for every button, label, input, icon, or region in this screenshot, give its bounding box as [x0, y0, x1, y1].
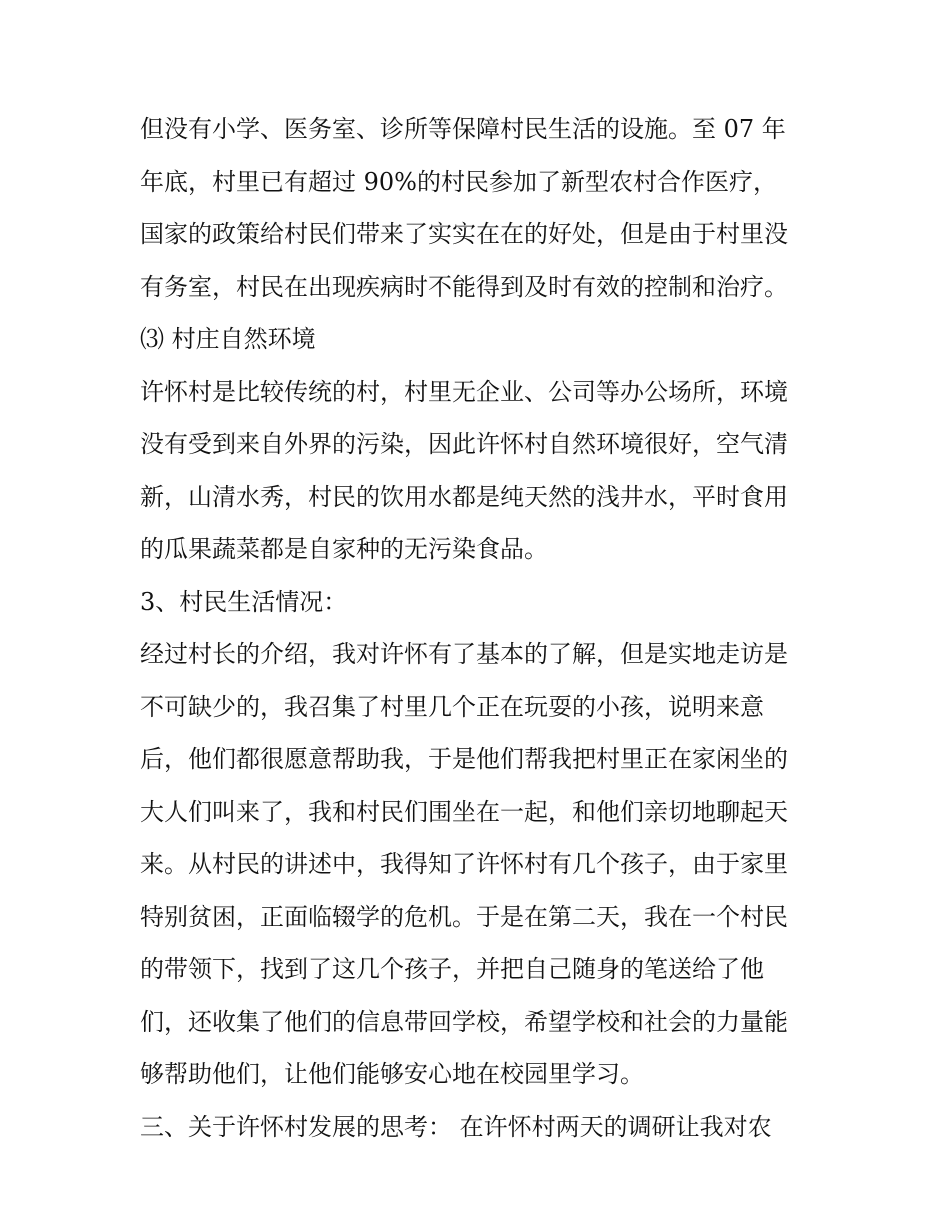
text-line: 够帮助他们，让他们能够安心地在校园里学习。 [140, 1060, 644, 1088]
text-line: 们，还收集了他们的信息带回学校，希望学校和社会的力量能 [140, 1007, 788, 1036]
text-line: 年底，村里已有超过 90%的村民参加了新型农村合作医疗， [140, 167, 777, 196]
text-line: 有务室，村民在出现疾病时不能得到及时有效的控制和治疗。 [140, 272, 788, 301]
text-line: 但没有小学、医务室、诊所等保障村民生活的设施。至 07 年 [140, 115, 786, 143]
text-line: 不可缺少的，我召集了村里几个正在玩耍的小孩，说明来意 [140, 692, 764, 721]
body-text [140, 103, 820, 1153]
text-line: 后，他们都很愿意帮助我，于是他们帮我把村里正在家闲坐的 [140, 745, 788, 773]
text-line: 没有受到来自外界的污染，因此许怀村自然环境很好，空气清 [140, 430, 788, 458]
section-heading: ⑶ 村庄自然环境 [140, 325, 316, 353]
text-line: 国家的政策给村民们带来了实实在在的好处，但是由于村里没 [140, 220, 788, 248]
text-line: 大人们叫来了，我和村民们围坐在一起，和他们亲切地聊起天 [140, 797, 788, 826]
text-line: 的瓜果蔬菜都是自家种的无污染食品。 [140, 535, 548, 563]
text-line: 经过村长的介绍，我对许怀有了基本的了解，但是实地走访是 [140, 640, 788, 668]
text-line: 来。从村民的讲述中，我得知了许怀村有几个孩子，由于家里 [140, 850, 788, 878]
text-line: 的带领下，找到了这几个孩子，并把自己随身的笔送给了他 [140, 955, 764, 983]
text-line: 特别贫困，正面临辍学的危机。于是在第二天，我在一个村民 [140, 902, 788, 931]
text-line: 新，山清水秀，村民的饮用水都是纯天然的浅井水，平时食用 [140, 482, 788, 511]
text-line: 许怀村是比较传统的村，村里无企业、公司等办公场所，环境 [140, 377, 788, 406]
section-heading: 三、关于许怀村发展的思考： 在许怀村两天的调研让我对农 [140, 1112, 772, 1141]
section-heading: 3、村民生活情况： [140, 587, 348, 616]
